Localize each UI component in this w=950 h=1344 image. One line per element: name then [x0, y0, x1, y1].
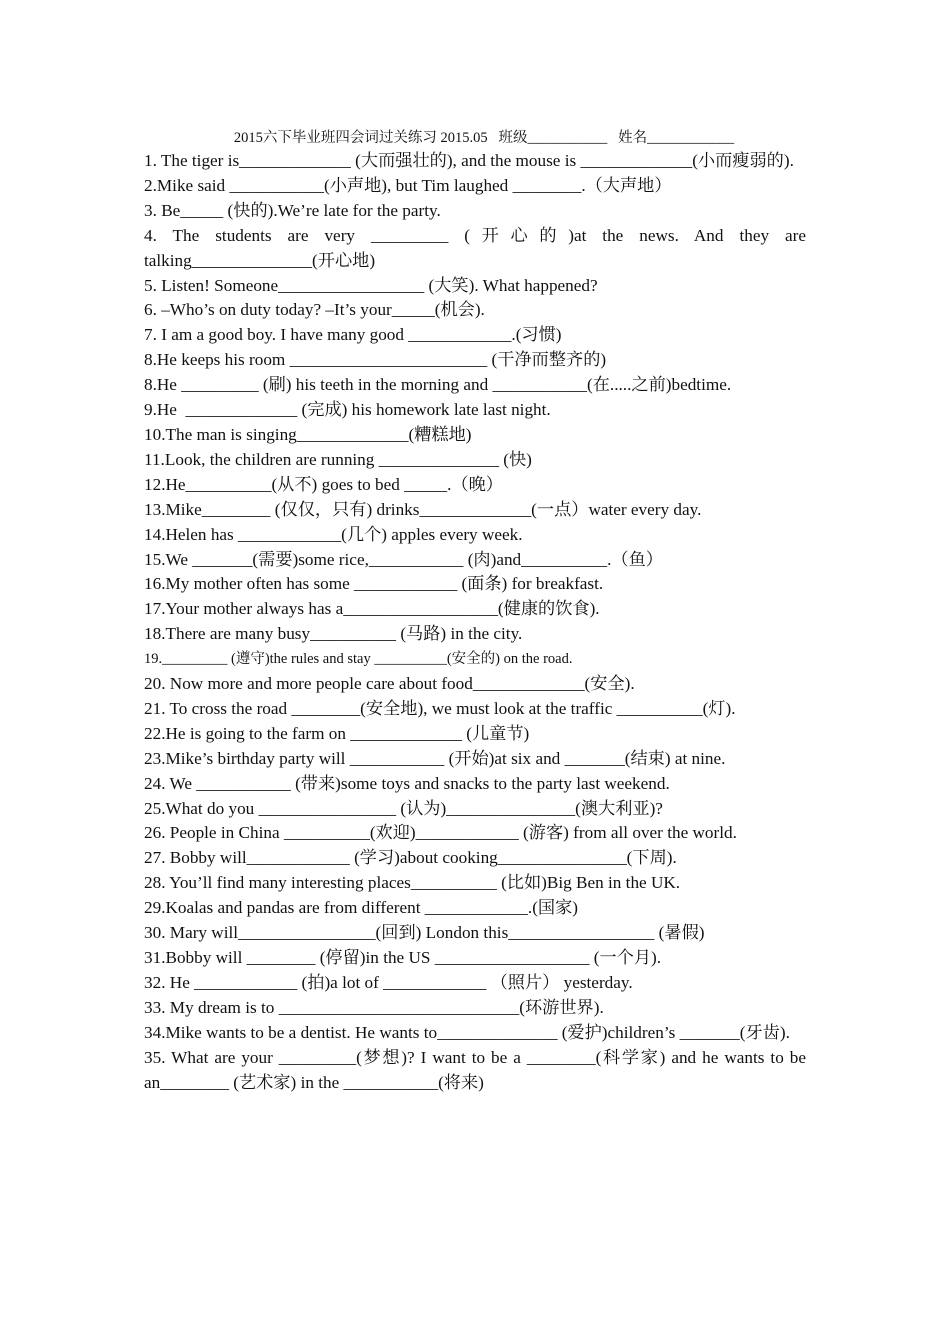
question-21: 21. To cross the road ________(安全地), we must look at the traffic __________(灯). — [144, 698, 736, 718]
question-2: 2.Mike said ___________(小声地), but Tim laughed ________.（大声地） — [144, 175, 672, 195]
question-27: 27. Bobby will____________ (学习)about cooking_______________(下周). — [144, 848, 677, 868]
question-7: 7. I am a good boy. I have many good ____________.(习惯) — [144, 325, 562, 345]
question-25: 25.What do you ________________ (认为)_______________(澳大利亚)? — [144, 798, 663, 818]
question-34: 34.Mike wants to be a dentist. He wants to______________ (爱护)children’s _______(牙齿). — [144, 1022, 790, 1042]
question-23: 23.Mike’s birthday party will ___________ (开始)at six and _______(结束) at nine. — [144, 748, 726, 768]
question-5: 5. Listen! Someone_________________ (大笑). What happened? — [144, 275, 598, 295]
question-17: 17.Your mother always has a__________________(健康的饮食). — [144, 599, 600, 619]
question-24: 24. We ___________ (带来)some toys and snacks to the party last weekend. — [144, 773, 670, 793]
worksheet-title: 2015六下毕业班四会词过关练习 2015.05 班级___________ 姓名____________ — [233, 130, 735, 146]
question-14: 14.Helen has ____________(几个) apples every week. — [144, 524, 523, 544]
question-13: 13.Mike________ (仅仅，只有) drinks_____________(一点）water every day. — [144, 499, 702, 519]
question-22: 22.He is going to the farm on _____________ (儿童节) — [144, 723, 530, 743]
question-10: 10.The man is singing_____________(糟糕地) — [144, 424, 472, 444]
question-19: 19._________ (遵守)the rules and stay __________(安全的) on the road. — [144, 651, 573, 668]
question-33: 33. My dream is to ____________________________(环游世界). — [144, 997, 604, 1017]
question-26: 26. People in China __________(欢迎)____________ (游客) from all over the world. — [144, 823, 737, 843]
question-12: 12.He__________(从不) goes to bed _____.（晚） — [144, 474, 503, 494]
question-4: 4. The students are very _________ (开心的)at the news. And they are talking______________(开心地) — [144, 225, 811, 270]
question-35: 35. What are your _________(梦想)? I want to be a ________(科学家) and he wants to be an________ (艺术家) in the ___________(将来) — [144, 1047, 811, 1092]
question-1: 1. The tiger is_____________ (大而强壮的), and the mouse is _____________(小而瘦弱的). — [144, 151, 794, 170]
question-16: 16.My mother often has some ____________ (面条) for breakfast. — [144, 574, 604, 594]
question-6: 6. –Who’s on duty today? –It’s your_____(机会). — [144, 300, 485, 320]
question-8a: 8.He keeps his room _______________________ (干净而整齐的) — [144, 350, 607, 370]
question-11: 11.Look, the children are running ______________ (快) — [144, 449, 532, 469]
question-30: 30. Mary will________________(回到) London this_________________ (暑假) — [144, 923, 705, 943]
question-20: 20. Now more and more people care about food_____________(安全). — [144, 674, 635, 694]
question-15: 15.We _______(需要)some rice,___________ (肉)and__________.（鱼） — [144, 549, 663, 569]
worksheet-page — [144, 127, 811, 1095]
question-31: 31.Bobby will ________ (停留)in the US __________________ (一个月). — [144, 948, 662, 967]
question-28: 28. You’ll find many interesting places__________ (比如)Big Ben in the UK. — [144, 873, 681, 893]
question-8b: 8.He _________ (刷) his teeth in the morning and ___________(在.....之前)bedtime. — [144, 375, 732, 395]
question-9: 9.He _____________ (完成) his homework late last night. — [144, 400, 551, 420]
question-3: 3. Be_____ (快的).We’re late for the party. — [144, 200, 441, 220]
question-18: 18.There are many busy__________ (马路) in the city. — [144, 624, 523, 644]
question-32: 32. He ____________ (拍)a lot of ____________ （照片） yesterday. — [144, 972, 633, 992]
question-29: 29.Koalas and pandas are from different ____________.(国家) — [144, 898, 579, 918]
